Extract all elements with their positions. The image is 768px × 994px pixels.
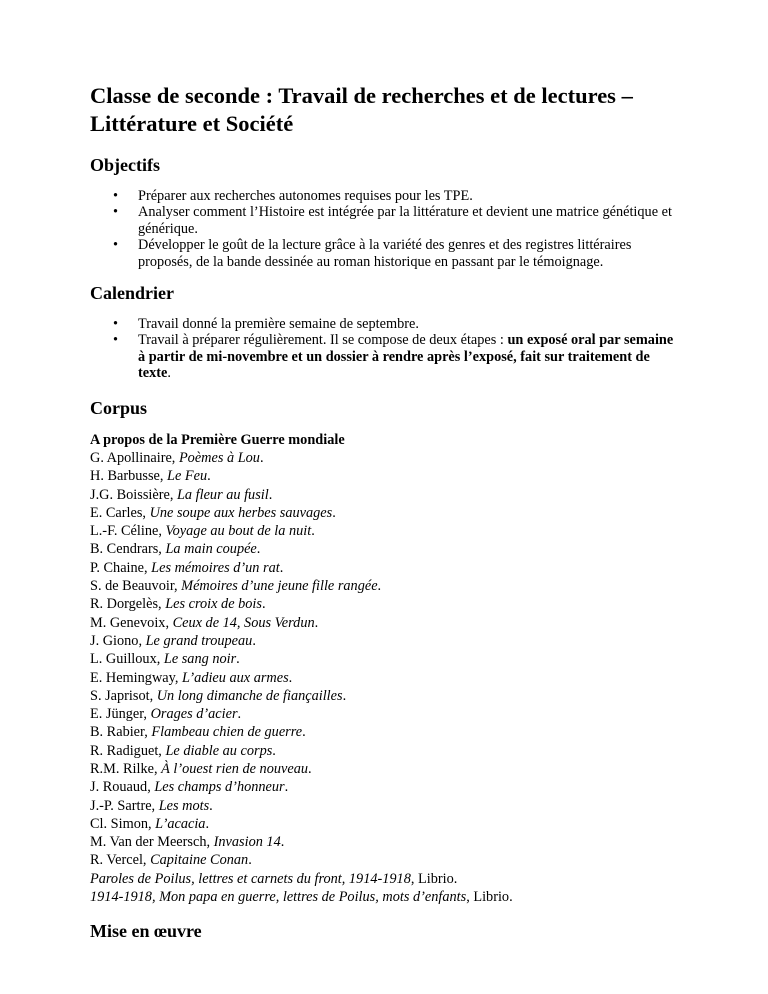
entry-end: . [236,651,240,668]
entry-end: . [288,669,293,686]
corpus-subheading: A propos de la Première Guerre mondiale [90,431,345,448]
entry-title: Invasion 14 [213,834,281,851]
entry-author: R. Dorgelès, [90,596,166,613]
bibliography-entry [90,669,680,687]
list-item: • Analyser comment l’Histoire est intégrée par la littérature et devient une matrice génétique et générique. [113,204,672,237]
bibliography-entry [90,742,680,760]
entry-author: L.-F. Céline, [90,523,166,540]
entry-author: R. Vercel, [90,852,151,869]
entry-title: Une soupe aux herbes sauvages [149,504,333,521]
entry-author: E. Carles, [90,504,150,521]
entry-end: . [308,761,312,777]
bibliography-entry [90,870,680,888]
bullet-icon: • [113,237,119,254]
entry-end: . [205,815,210,832]
emphasis-text: un exposé oral par semaine à partir de mi-novembre et un dossier à rendre après l’exposé, fait sur traitement de texte [138,332,674,382]
entry-title: Mémoires d’une jeune fille rangée [181,578,378,595]
entry-author: R.M. Rilke, [90,761,162,777]
bibliography-entry [90,540,680,558]
bibliography-entry [90,467,680,485]
entry-author: E. Jünger, [90,706,151,723]
entry-title: Le sang noir [163,651,237,668]
entry-end: , Librio. [410,870,458,887]
entry-end: . [261,596,266,613]
entry-author: J.G. Boissière, [90,486,177,503]
entry-title: La main coupée [165,541,257,558]
bibliography-entry [90,760,680,778]
entry-end: . [314,614,319,631]
entry-end: . [302,724,306,741]
bibliography-entry [90,833,680,851]
entry-author: S. Japrisot, [90,687,157,704]
entry-end: . [209,797,213,814]
entry-author: Cl. Simon, [90,815,156,832]
entry-end: . [259,449,264,466]
objectifs-list [90,188,680,270]
entry-end: . [207,468,211,485]
bibliography-entry [90,577,680,595]
entry-author: J. Giono, [90,632,146,649]
entry-end: . [248,852,252,869]
entry-end: . [252,632,256,649]
corpus-entries [90,449,680,906]
entry-end: . [332,504,336,521]
entry-title: À l’ouest rien de nouveau [161,761,308,777]
entry-author: J. Rouaud, [90,779,155,796]
bibliography-entry [90,723,680,741]
entry-end: , Librio. [466,889,513,906]
entry-author: L. Guilloux, [90,651,164,668]
entry-title: Paroles de Poilus, lettres et carnets du front, 1914-1918 [90,870,411,887]
entry-title: Le diable au corps [165,742,273,759]
entry-title: Le grand troupeau [145,632,253,649]
entry-title: Un long dimanche de fiançailles [156,687,343,704]
bibliography-entry [90,705,680,723]
entry-title: Capitaine Conan [150,852,249,869]
entry-author: J.-P. Sartre, [90,797,159,814]
entry-author: B. Rabier, [90,724,152,741]
entry-title: Le Feu [167,468,208,485]
entry-title: Les croix de bois [165,596,262,613]
entry-author: B. Cendrars, [90,541,166,558]
entry-end: . [311,523,315,540]
entry-author: G. Apollinaire, [90,449,179,466]
bibliography-entry [90,650,680,668]
entry-end: . [284,779,289,796]
bullet-icon: • [113,332,119,349]
entry-author: E. Hemingway, [90,669,182,686]
bullet-icon: • [113,316,119,333]
bibliography-entry [90,486,680,504]
entry-author: S. de Beauvoir, [90,578,182,595]
bibliography-entry [90,888,680,906]
entry-end: . [279,559,284,576]
list-item: • Travail à préparer régulièrement. Il se compose de deux étapes : un exposé oral par semaine à partir de mi-novembre et un dossier à rendre après l’exposé, fait sur traitement de texte. [113,332,674,382]
corpus-heading: Corpus [90,397,148,418]
entry-author: M. Genevoix, [90,614,173,631]
mise-en-oeuvre-heading: Mise en œuvre [90,921,202,942]
bibliography-entry [90,522,680,540]
bibliography-entry [90,778,680,796]
entry-title: Voyage au bout de la nuit [165,523,312,540]
corpus-list [90,431,680,907]
entry-title: Les champs d’honneur [154,779,285,796]
objectifs-heading: Objectifs [90,155,160,175]
bibliography-entry [90,797,680,815]
entry-title: L’acacia [155,815,206,832]
entry-title: Orages d’acier [150,706,238,723]
entry-title: Ceux de 14, Sous Verdun [172,614,315,631]
entry-end: . [377,578,382,595]
entry-end: . [280,834,285,851]
calendrier-list [90,316,680,382]
entry-title: La fleur au fusil [176,486,269,503]
bibliography-entry [90,504,680,522]
bibliography-entry [90,632,680,650]
bibliography-entry [90,559,680,577]
page-title: Classe de seconde : Travail de recherches et de lectures – Littérature et Société [90,83,633,136]
entry-title: Poèmes à Lou [178,449,260,466]
bibliography-entry [90,851,680,869]
bibliography-entry [90,687,680,705]
bibliography-entry [90,449,680,467]
calendrier-heading: Calendrier [90,283,174,304]
entry-end: . [237,706,242,723]
entry-end: . [342,687,347,704]
bullet-icon: • [113,204,119,221]
entry-end: . [256,541,261,558]
entry-title: 1914-1918, Mon papa en guerre, lettres de Poilus, mots d’enfants [90,889,467,906]
document-page [90,82,680,942]
entry-title: Flambeau chien de guerre [151,724,303,741]
entry-author: P. Chaine, [90,559,152,576]
entry-title: Les mots [158,797,210,814]
entry-title: L’adieu aux armes [181,669,289,686]
entry-author: R. Radiguet, [90,742,166,759]
entry-end: . [272,742,276,759]
entry-end: . [268,486,273,503]
list-item: • Préparer aux recherches autonomes requises pour les TPE. [113,188,473,204]
entry-author: M. Van der Meersch, [90,834,214,851]
entry-author: H. Barbusse, [90,468,168,485]
bibliography-entry [90,614,680,632]
bibliography-entry [90,815,680,833]
bibliography-entry [90,595,680,613]
list-item: • Développer le goût de la lecture grâce à la variété des genres et des registres littéraires proposés, de la bande dessinée au roman historique en passant par le témoignage. [113,237,632,270]
bullet-icon: • [113,188,119,204]
list-item: • Travail donné la première semaine de septembre. [113,316,419,333]
entry-title: Les mémoires d’un rat [151,559,280,576]
